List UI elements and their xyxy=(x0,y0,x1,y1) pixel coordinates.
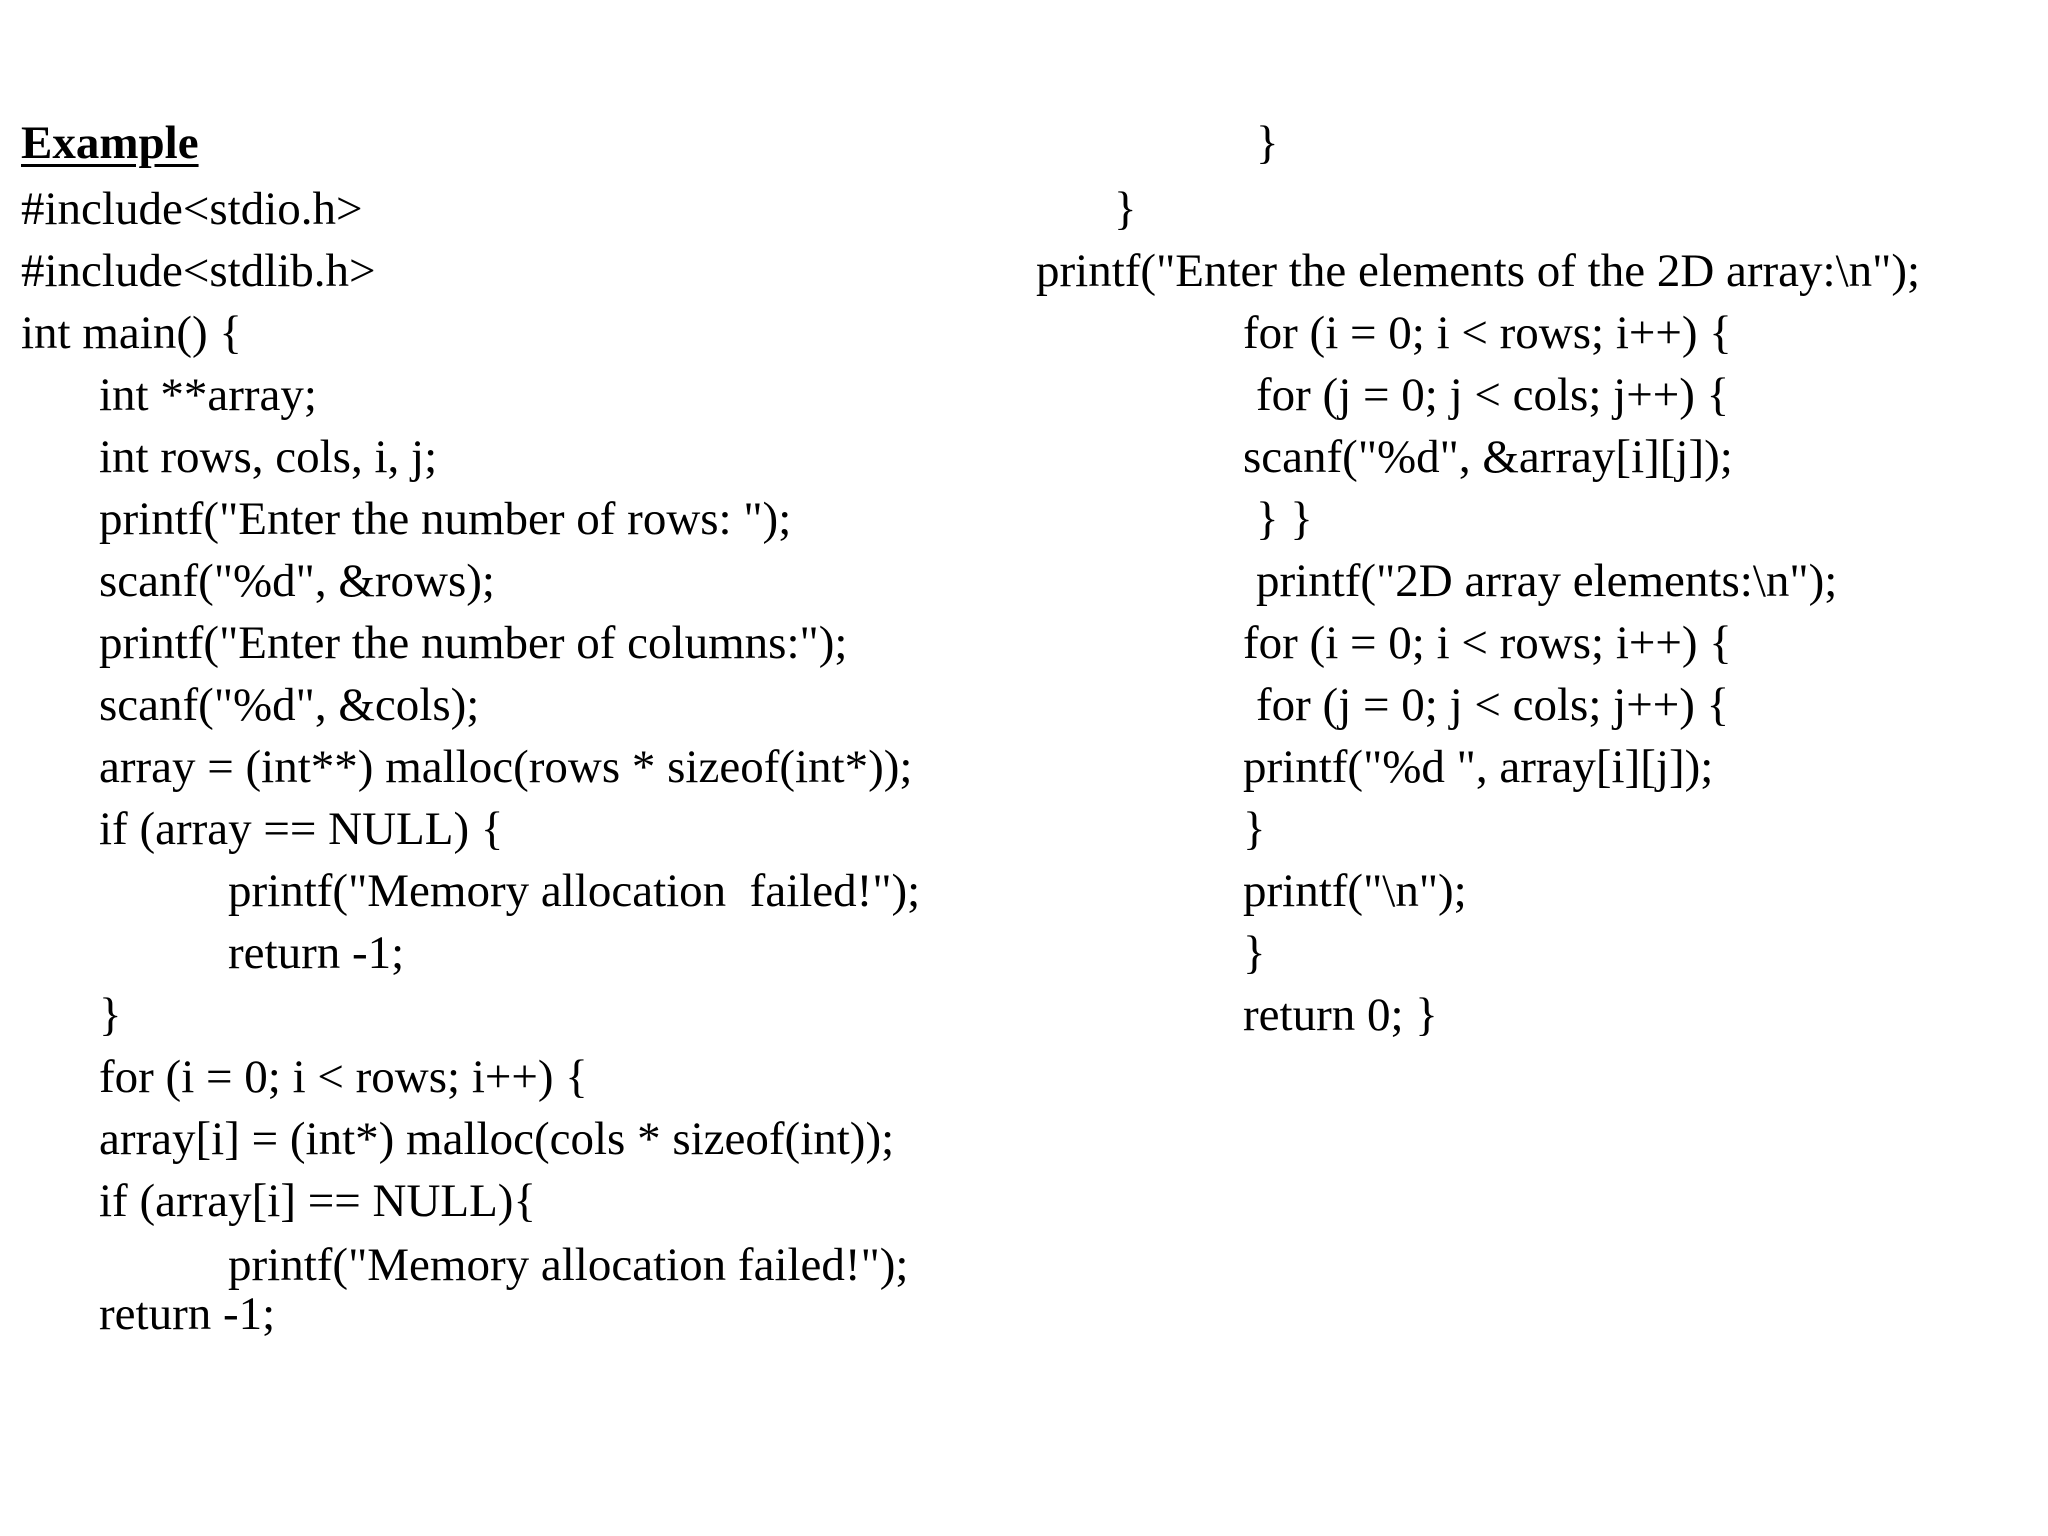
code-line: return -1; xyxy=(99,1288,276,1340)
code-line: array[i] = (int*) malloc(cols * sizeof(int)); xyxy=(99,1113,895,1165)
code-line: for (j = 0; j < cols; j++) { xyxy=(1256,369,1730,421)
code-line: printf("Memory allocation failed!"); xyxy=(228,865,921,917)
code-line: printf("2D array elements:\n"); xyxy=(1256,555,1838,607)
code-line: } xyxy=(1256,117,1279,169)
code-line: } } xyxy=(1256,493,1313,545)
code-line: #include<stdio.h> xyxy=(21,183,363,235)
code-line: if (array == NULL) { xyxy=(99,803,504,855)
code-line: printf("Enter the elements of the 2D array:\n"); xyxy=(1036,245,1921,297)
code-line: int rows, cols, i, j; xyxy=(99,431,438,483)
code-line: array = (int**) malloc(rows * sizeof(int*)); xyxy=(99,741,913,793)
code-line: for (i = 0; i < rows; i++) { xyxy=(1243,617,1732,669)
code-line: scanf("%d", &cols); xyxy=(99,679,480,731)
code-line: } xyxy=(1114,183,1137,235)
code-line: printf("Enter the number of rows: "); xyxy=(99,493,792,545)
code-line: if (array[i] == NULL){ xyxy=(99,1175,537,1227)
code-line: return 0; } xyxy=(1243,989,1438,1041)
code-line: printf("%d ", array[i][j]); xyxy=(1243,741,1714,793)
code-line: } xyxy=(1243,927,1266,979)
code-line: } xyxy=(99,989,122,1041)
example-heading: Example xyxy=(21,117,199,169)
code-line: for (j = 0; j < cols; j++) { xyxy=(1256,679,1730,731)
code-line: } xyxy=(1243,803,1266,855)
code-line: int **array; xyxy=(99,369,317,421)
code-line: int main() { xyxy=(21,307,242,359)
code-line: printf("\n"); xyxy=(1243,865,1467,917)
code-line: scanf("%d", &array[i][j]); xyxy=(1243,431,1733,483)
code-line: for (i = 0; i < rows; i++) { xyxy=(99,1051,588,1103)
code-line: printf("Memory allocation failed!"); xyxy=(228,1239,909,1291)
code-line: scanf("%d", &rows); xyxy=(99,555,495,607)
code-line: #include<stdlib.h> xyxy=(21,245,376,297)
code-line: printf("Enter the number of columns:"); xyxy=(99,617,848,669)
code-line: for (i = 0; i < rows; i++) { xyxy=(1243,307,1732,359)
code-line: return -1; xyxy=(228,927,405,979)
